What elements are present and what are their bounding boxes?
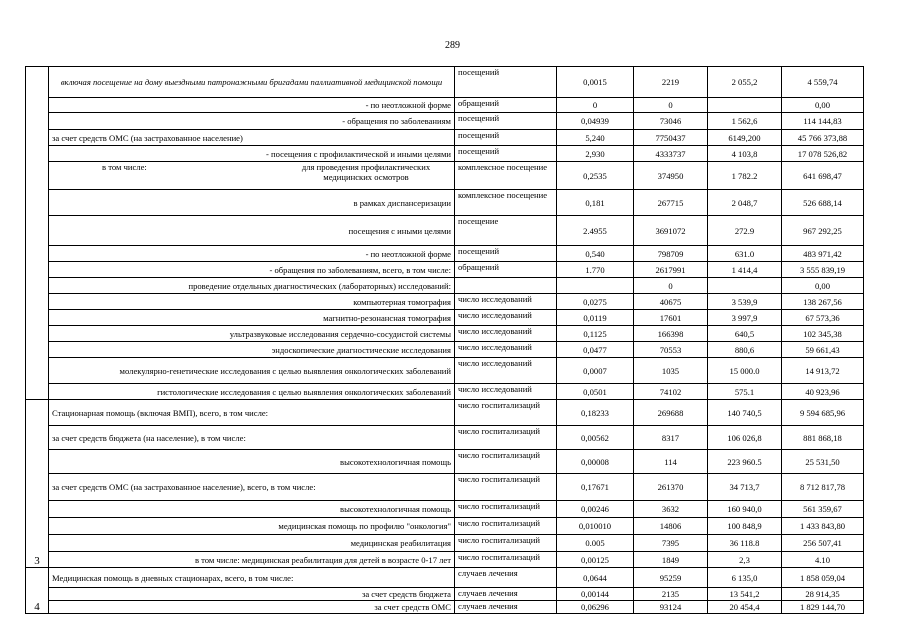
value-cell-a: 0,17671 bbox=[557, 474, 634, 501]
value-cell-d: 1 829 144,70 bbox=[782, 601, 864, 614]
unit-cell: посещений bbox=[455, 130, 557, 146]
value-cell-c: 15 000.0 bbox=[708, 358, 782, 384]
table-row bbox=[26, 518, 864, 535]
unit-cell: число исследований bbox=[455, 358, 557, 384]
value-cell-c: 223 960.5 bbox=[708, 450, 782, 474]
value-cell-c: 575.1 bbox=[708, 384, 782, 400]
value-cell-c: 2 048,7 bbox=[708, 190, 782, 216]
unit-cell: число госпитализаций bbox=[455, 501, 557, 518]
row-label: медицинская помощь по профилю "онкология" bbox=[49, 518, 455, 535]
value-cell-c: 106 026,8 bbox=[708, 426, 782, 450]
value-cell-a: 0,00125 bbox=[557, 552, 634, 568]
table-row bbox=[26, 246, 864, 262]
value-cell-a: 0,00246 bbox=[557, 501, 634, 518]
table-row bbox=[26, 278, 864, 294]
value-cell-a: 0,04939 bbox=[557, 113, 634, 130]
value-cell-a: 0,0644 bbox=[557, 568, 634, 588]
unit-cell: число госпитализаций bbox=[455, 400, 557, 426]
value-cell-b: 261370 bbox=[634, 474, 708, 501]
value-cell-b: 4333737 bbox=[634, 146, 708, 162]
value-cell-a: 2,930 bbox=[557, 146, 634, 162]
value-cell-d: 25 531,50 bbox=[782, 450, 864, 474]
unit-cell: число исследований bbox=[455, 326, 557, 342]
value-cell-a: 0,0477 bbox=[557, 342, 634, 358]
row-label: - посещения с профилактической и иными целями bbox=[49, 146, 455, 162]
value-cell-b: 269688 bbox=[634, 400, 708, 426]
value-cell-d: 17 078 526,82 bbox=[782, 146, 864, 162]
value-cell-b: 3691072 bbox=[634, 216, 708, 246]
value-cell-b: 166398 bbox=[634, 326, 708, 342]
unit-cell: число госпитализаций bbox=[455, 552, 557, 568]
row-label: ультразвуковые исследования сердечно-сосудистой системы bbox=[49, 326, 455, 342]
row-label: за счет средств ОМС bbox=[49, 601, 455, 614]
value-cell-d: 1 858 059,04 bbox=[782, 568, 864, 588]
value-cell-a: 0,0015 bbox=[557, 67, 634, 98]
value-cell-a: 1.770 bbox=[557, 262, 634, 278]
value-cell-c: 2 055,2 bbox=[708, 67, 782, 98]
value-cell-b: 73046 bbox=[634, 113, 708, 130]
row-label: в рамках диспансеризации bbox=[49, 190, 455, 216]
value-cell-d: 138 267,56 bbox=[782, 294, 864, 310]
value-cell-b: 7395 bbox=[634, 535, 708, 552]
value-cell-c: 160 940,0 bbox=[708, 501, 782, 518]
value-cell-a: 0.005 bbox=[557, 535, 634, 552]
unit-cell: обращений bbox=[455, 98, 557, 113]
unit-cell: комплексное посещение bbox=[455, 190, 557, 216]
section-number: 4 bbox=[26, 568, 49, 614]
value-cell-b: 14806 bbox=[634, 518, 708, 535]
value-cell-a: 5,240 bbox=[557, 130, 634, 146]
value-cell-a: 0,00144 bbox=[557, 588, 634, 601]
unit-cell: число исследований bbox=[455, 310, 557, 326]
value-cell-d: 102 345,38 bbox=[782, 326, 864, 342]
table-row bbox=[26, 342, 864, 358]
table-row bbox=[26, 588, 864, 601]
table-row bbox=[26, 310, 864, 326]
value-cell-d: 526 688,14 bbox=[782, 190, 864, 216]
value-cell-c: 140 740,5 bbox=[708, 400, 782, 426]
value-cell-a: 0,06296 bbox=[557, 601, 634, 614]
row-label: в том числе: для проведения профилактических медицинских осмотров bbox=[49, 162, 455, 190]
table-row bbox=[26, 162, 864, 190]
row-label: в том числе: медицинская реабилитация для детей в возрасте 0-17 лет bbox=[49, 552, 455, 568]
unit-cell: посещение bbox=[455, 216, 557, 246]
value-cell-b: 74102 bbox=[634, 384, 708, 400]
table-row bbox=[26, 601, 864, 614]
row-label: - обращения по заболеваниям, всего, в том числе: bbox=[49, 262, 455, 278]
unit-cell: посещений bbox=[455, 246, 557, 262]
value-cell-d: 9 594 685,96 bbox=[782, 400, 864, 426]
value-cell-b: 95259 bbox=[634, 568, 708, 588]
value-cell-d: 0,00 bbox=[782, 98, 864, 113]
table-row bbox=[26, 384, 864, 400]
value-cell-b: 267715 bbox=[634, 190, 708, 216]
value-cell-c: 631.0 bbox=[708, 246, 782, 262]
value-cell-d: 1 433 843,80 bbox=[782, 518, 864, 535]
value-cell-c: 20 454,4 bbox=[708, 601, 782, 614]
row-label: проведение отдельных диагностических (лабораторных) исследований: bbox=[49, 278, 455, 294]
row-label: включая посещение на дому выездными патронажными бригадами паллиативной медицинской помощи bbox=[49, 67, 455, 98]
value-cell-d: 67 573,36 bbox=[782, 310, 864, 326]
row-label: за счет средств ОМС (на застрахованное население) bbox=[49, 130, 455, 146]
unit-cell: число госпитализаций bbox=[455, 426, 557, 450]
value-cell-d: 40 923,96 bbox=[782, 384, 864, 400]
unit-cell bbox=[455, 278, 557, 294]
table-row bbox=[26, 400, 864, 426]
value-cell-a: 0,0007 bbox=[557, 358, 634, 384]
unit-cell: посещений bbox=[455, 67, 557, 98]
value-cell-a: 0,18233 bbox=[557, 400, 634, 426]
value-cell-c: 3 539,9 bbox=[708, 294, 782, 310]
unit-cell: комплексное посещение bbox=[455, 162, 557, 190]
table-row bbox=[26, 450, 864, 474]
value-cell-a: 2.4955 bbox=[557, 216, 634, 246]
row-label: компьютерная томография bbox=[49, 294, 455, 310]
unit-cell: обращений bbox=[455, 262, 557, 278]
value-cell-b: 2617991 bbox=[634, 262, 708, 278]
row-label: гистологические исследования с целью выявления онкологических заболеваний bbox=[49, 384, 455, 400]
unit-cell: посещений bbox=[455, 113, 557, 130]
value-cell-c: 1 782.2 bbox=[708, 162, 782, 190]
table-row bbox=[26, 358, 864, 384]
value-cell-d: 3 555 839,19 bbox=[782, 262, 864, 278]
value-cell-d: 8 712 817,78 bbox=[782, 474, 864, 501]
value-cell-b: 8317 bbox=[634, 426, 708, 450]
value-cell-c: 4 103,8 bbox=[708, 146, 782, 162]
value-cell-d: 641 698,47 bbox=[782, 162, 864, 190]
value-cell-b: 798709 bbox=[634, 246, 708, 262]
value-cell-c: 2,3 bbox=[708, 552, 782, 568]
value-cell-a: 0,00008 bbox=[557, 450, 634, 474]
value-cell-a: 0,00562 bbox=[557, 426, 634, 450]
row-label: эндоскопические диагностические исследования bbox=[49, 342, 455, 358]
row-label: Стационарная помощь (включая ВМП), всего, в том числе: bbox=[49, 400, 455, 426]
row-label: медицинская реабилитация bbox=[49, 535, 455, 552]
value-cell-d: 14 913,72 bbox=[782, 358, 864, 384]
table-row bbox=[26, 146, 864, 162]
value-cell-a: 0,540 bbox=[557, 246, 634, 262]
table-row bbox=[26, 130, 864, 146]
value-cell-d: 256 507,41 bbox=[782, 535, 864, 552]
value-cell-c: 272.9 bbox=[708, 216, 782, 246]
value-cell-a: 0,1125 bbox=[557, 326, 634, 342]
value-cell-b: 0 bbox=[634, 278, 708, 294]
row-label: - обращения по заболеваниям bbox=[49, 113, 455, 130]
unit-cell: число госпитализаций bbox=[455, 474, 557, 501]
table-row bbox=[26, 216, 864, 246]
value-cell-d: 114 144,83 bbox=[782, 113, 864, 130]
value-cell-b: 0 bbox=[634, 98, 708, 113]
table-row bbox=[26, 426, 864, 450]
value-cell-d: 4.10 bbox=[782, 552, 864, 568]
table-row bbox=[26, 262, 864, 278]
unit-cell: число исследований bbox=[455, 294, 557, 310]
value-cell-d: 59 661,43 bbox=[782, 342, 864, 358]
row-label: магнитно-резонансная томография bbox=[49, 310, 455, 326]
value-cell-d: 483 971,42 bbox=[782, 246, 864, 262]
unit-cell: число исследований bbox=[455, 342, 557, 358]
value-cell-b: 1849 bbox=[634, 552, 708, 568]
value-cell-c bbox=[708, 278, 782, 294]
value-cell-c: 100 848,9 bbox=[708, 518, 782, 535]
value-cell-b: 17601 bbox=[634, 310, 708, 326]
row-label: - по неотложной форме bbox=[49, 98, 455, 113]
table-row bbox=[26, 113, 864, 130]
row-label: за счет средств бюджета (на население), в том числе: bbox=[49, 426, 455, 450]
value-cell-d: 0,00 bbox=[782, 278, 864, 294]
row-label: - по неотложной форме bbox=[49, 246, 455, 262]
table-row bbox=[26, 568, 864, 588]
table-row bbox=[26, 474, 864, 501]
value-cell-c: 880,6 bbox=[708, 342, 782, 358]
value-cell-c: 34 713,7 bbox=[708, 474, 782, 501]
unit-cell: случаев лечения bbox=[455, 588, 557, 601]
value-cell-a: 0,0119 bbox=[557, 310, 634, 326]
value-cell-d: 881 868,18 bbox=[782, 426, 864, 450]
value-cell-b: 114 bbox=[634, 450, 708, 474]
value-cell-c: 6149,200 bbox=[708, 130, 782, 146]
value-cell-a bbox=[557, 278, 634, 294]
value-cell-d: 4 559,74 bbox=[782, 67, 864, 98]
unit-cell: число госпитализаций bbox=[455, 535, 557, 552]
value-cell-b: 70553 bbox=[634, 342, 708, 358]
value-cell-c: 13 541,2 bbox=[708, 588, 782, 601]
value-cell-d: 967 292,25 bbox=[782, 216, 864, 246]
value-cell-d: 561 359,67 bbox=[782, 501, 864, 518]
value-cell-b: 2135 bbox=[634, 588, 708, 601]
financial-table bbox=[25, 66, 864, 614]
page-number: 289 bbox=[445, 40, 460, 51]
value-cell-c: 1 562,6 bbox=[708, 113, 782, 130]
value-cell-b: 2219 bbox=[634, 67, 708, 98]
value-cell-d: 28 914,35 bbox=[782, 588, 864, 601]
unit-cell: число исследований bbox=[455, 384, 557, 400]
value-cell-b: 93124 bbox=[634, 601, 708, 614]
unit-cell: число госпитализаций bbox=[455, 518, 557, 535]
unit-cell: случаев лечения bbox=[455, 568, 557, 588]
value-cell-c: 640,5 bbox=[708, 326, 782, 342]
value-cell-c: 36 118.8 bbox=[708, 535, 782, 552]
value-cell-b: 1035 bbox=[634, 358, 708, 384]
unit-cell: посещений bbox=[455, 146, 557, 162]
table-row bbox=[26, 501, 864, 518]
row-label: посещения с иными целями bbox=[49, 216, 455, 246]
value-cell-b: 3632 bbox=[634, 501, 708, 518]
value-cell-b: 7750437 bbox=[634, 130, 708, 146]
value-cell-a: 0,2535 bbox=[557, 162, 634, 190]
value-cell-c: 3 997,9 bbox=[708, 310, 782, 326]
value-cell-c: 1 414,4 bbox=[708, 262, 782, 278]
unit-cell: число госпитализаций bbox=[455, 450, 557, 474]
table-row bbox=[26, 535, 864, 552]
table-row bbox=[26, 552, 864, 568]
table-row bbox=[26, 67, 864, 98]
value-cell-c: 6 135,0 bbox=[708, 568, 782, 588]
value-cell-b: 374950 bbox=[634, 162, 708, 190]
row-label: за счет средств ОМС (на застрахованное население), всего, в том числе: bbox=[49, 474, 455, 501]
value-cell-a: 0,181 bbox=[557, 190, 634, 216]
section-number bbox=[26, 67, 49, 400]
value-cell-a: 0,0275 bbox=[557, 294, 634, 310]
value-cell-a: 0,010010 bbox=[557, 518, 634, 535]
row-label: за счет средств бюджета bbox=[49, 588, 455, 601]
value-cell-a: 0,0501 bbox=[557, 384, 634, 400]
table-row bbox=[26, 190, 864, 216]
value-cell-b: 40675 bbox=[634, 294, 708, 310]
row-label: высокотехнологичная помощь bbox=[49, 501, 455, 518]
table-row bbox=[26, 326, 864, 342]
row-label: Медицинская помощь в дневных стационарах, всего, в том числе: bbox=[49, 568, 455, 588]
table-row bbox=[26, 98, 864, 113]
row-label: высокотехнологичная помощь bbox=[49, 450, 455, 474]
row-label: молекулярно-генетические исследования с целью выявления онкологических заболеваний bbox=[49, 358, 455, 384]
value-cell-c bbox=[708, 98, 782, 113]
section-number: 3 bbox=[26, 400, 49, 568]
unit-cell: случаев лечения bbox=[455, 601, 557, 614]
table-row bbox=[26, 294, 864, 310]
value-cell-a: 0 bbox=[557, 98, 634, 113]
value-cell-d: 45 766 373,88 bbox=[782, 130, 864, 146]
